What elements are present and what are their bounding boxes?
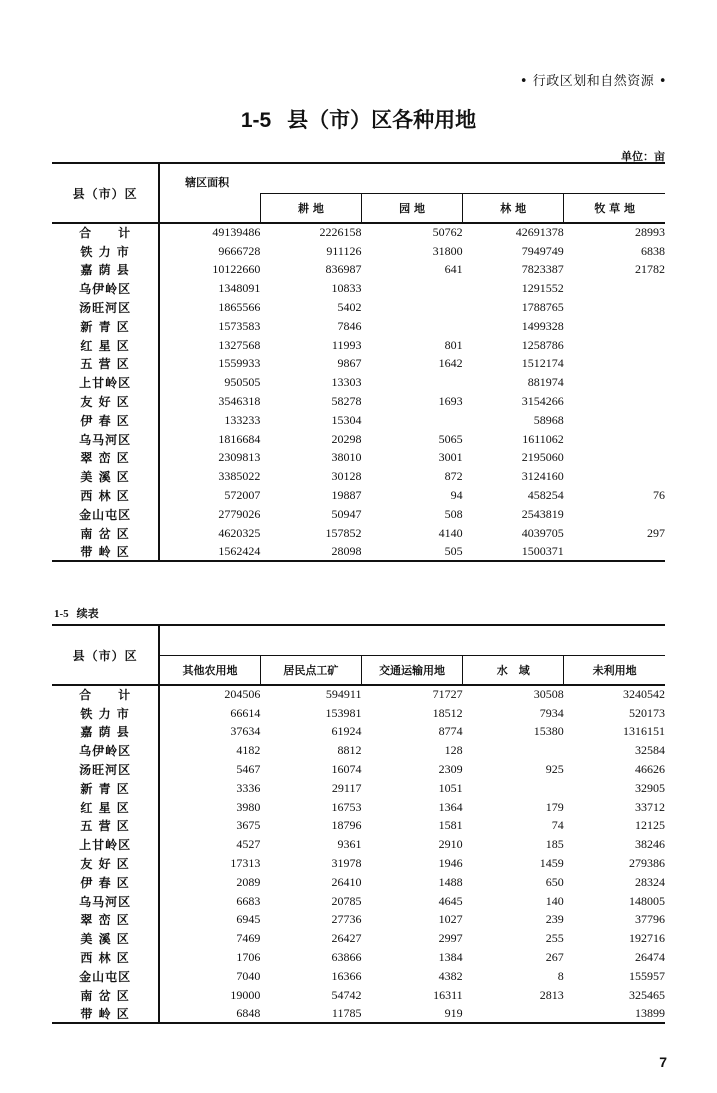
cell-value: 3336 bbox=[236, 780, 261, 795]
cell-value: 1459 bbox=[539, 856, 564, 871]
table-row bbox=[52, 467, 665, 486]
cell-value: 49139486 bbox=[212, 225, 261, 240]
cell-value: 58968 bbox=[533, 412, 564, 427]
table-row bbox=[52, 449, 665, 468]
cell-value: 520173 bbox=[629, 705, 665, 720]
cell-value: 1562424 bbox=[159, 543, 260, 562]
cell-value: 1027 bbox=[438, 912, 463, 927]
column-header: 未利用地 bbox=[564, 655, 665, 685]
table-row bbox=[52, 948, 665, 967]
cell-value: 3240542 bbox=[623, 687, 665, 702]
cell-value bbox=[564, 411, 665, 430]
region-name: 汤旺河区 bbox=[52, 298, 159, 317]
table-row bbox=[52, 967, 665, 986]
cell-value: 66614 bbox=[230, 705, 261, 720]
table-body bbox=[52, 685, 665, 1023]
table-row bbox=[52, 524, 665, 543]
cell-value: 4645 bbox=[438, 893, 463, 908]
cell-value: 872 bbox=[444, 469, 463, 484]
cell-value: 19887 bbox=[331, 488, 362, 503]
cell-value: 9361 bbox=[337, 837, 362, 852]
cell-value: 26427 bbox=[331, 931, 362, 946]
land-use-table-1 bbox=[52, 162, 665, 562]
cell-value: 153981 bbox=[325, 705, 362, 720]
region-name: 五 营 区 bbox=[52, 355, 159, 374]
cell-value: 1581 bbox=[438, 818, 463, 833]
table-row bbox=[52, 486, 665, 505]
table-row bbox=[52, 430, 665, 449]
region-name: 金山屯区 bbox=[52, 967, 159, 986]
cell-value: 19000 bbox=[230, 987, 261, 1002]
cell-value: 18796 bbox=[331, 818, 362, 833]
cell-value: 1316151 bbox=[623, 724, 665, 739]
region-name: 伊 春 区 bbox=[52, 411, 159, 430]
cell-value: 31978 bbox=[331, 856, 362, 871]
cell-value: 1611062 bbox=[522, 431, 564, 446]
region-name: 铁 力 市 bbox=[52, 704, 159, 723]
table-row bbox=[52, 835, 665, 854]
cell-value: 13303 bbox=[331, 375, 362, 390]
column-header: 交通运输用地 bbox=[361, 655, 462, 685]
cell-value: 279386 bbox=[629, 856, 665, 871]
cell-value: 325465 bbox=[629, 987, 665, 1002]
cell-value: 881974 bbox=[527, 375, 564, 390]
region-name: 西 林 区 bbox=[52, 948, 159, 967]
region-name: 友 好 区 bbox=[52, 392, 159, 411]
region-name: 带 岭 区 bbox=[52, 543, 159, 562]
continuation-label bbox=[54, 605, 99, 621]
table-row bbox=[52, 298, 665, 317]
region-name: 红 星 区 bbox=[52, 336, 159, 355]
region-name: 翠 峦 区 bbox=[52, 449, 159, 468]
cell-value: 29117 bbox=[331, 780, 362, 795]
table-row bbox=[52, 317, 665, 336]
cell-value: 650 bbox=[545, 874, 564, 889]
region-name: 金山屯区 bbox=[52, 505, 159, 524]
cell-value: 1499328 bbox=[521, 318, 564, 333]
table-row bbox=[52, 760, 665, 779]
table-row bbox=[52, 373, 665, 392]
cell-value: 54742 bbox=[331, 987, 362, 1002]
cell-value: 63866 bbox=[331, 950, 362, 965]
cell-value: 18512 bbox=[432, 705, 463, 720]
cell-value bbox=[564, 355, 665, 374]
cell-value: 4182 bbox=[236, 743, 261, 758]
cell-value: 5065 bbox=[438, 431, 463, 446]
cell-value bbox=[564, 543, 665, 562]
cell-value: 6848 bbox=[159, 1005, 260, 1024]
cell-value: 15304 bbox=[331, 412, 362, 427]
cell-value: 32584 bbox=[635, 743, 665, 758]
cell-value: 33712 bbox=[635, 799, 665, 814]
cell-value: 8812 bbox=[337, 743, 362, 758]
cell-value: 7469 bbox=[236, 931, 261, 946]
table-row bbox=[52, 723, 665, 742]
cell-value: 7823387 bbox=[521, 262, 564, 277]
cell-value: 30128 bbox=[331, 469, 362, 484]
cell-value: 1512174 bbox=[521, 356, 564, 371]
cell-value: 6945 bbox=[236, 912, 261, 927]
cell-value: 267 bbox=[545, 950, 564, 965]
cell-value bbox=[564, 467, 665, 486]
cell-value: 17313 bbox=[230, 856, 261, 871]
region-name: 友 好 区 bbox=[52, 854, 159, 873]
cell-value: 1573583 bbox=[218, 318, 261, 333]
region-name: 南 岔 区 bbox=[52, 524, 159, 543]
header-span bbox=[260, 163, 665, 193]
table-row bbox=[52, 1005, 665, 1024]
region-name: 乌马河区 bbox=[52, 430, 159, 449]
cell-value bbox=[564, 373, 665, 392]
cell-value: 179 bbox=[545, 799, 564, 814]
table-row bbox=[52, 336, 665, 355]
cell-value: 1348091 bbox=[218, 281, 261, 296]
cell-value: 50762 bbox=[432, 225, 463, 240]
cell-value: 1258786 bbox=[521, 337, 564, 352]
region-name: 美 溪 区 bbox=[52, 929, 159, 948]
region-name: 嘉 荫 县 bbox=[52, 261, 159, 280]
region-name: 新 青 区 bbox=[52, 779, 159, 798]
cell-value: 1693 bbox=[438, 394, 463, 409]
table-row bbox=[52, 854, 665, 873]
cell-value: 9867 bbox=[337, 356, 362, 371]
cell-value: 1642 bbox=[438, 356, 463, 371]
cell-value: 13899 bbox=[564, 1005, 665, 1024]
cell-value: 836987 bbox=[325, 262, 362, 277]
cell-value: 20298 bbox=[331, 431, 362, 446]
cell-value: 32905 bbox=[635, 780, 665, 795]
continuation-number: 1-5 bbox=[54, 608, 69, 620]
cell-value: 37796 bbox=[635, 912, 665, 927]
cell-value: 2226158 bbox=[319, 225, 362, 240]
cell-value: 4140 bbox=[438, 525, 463, 540]
column-header: 园 地 bbox=[361, 193, 462, 223]
cell-value: 3546318 bbox=[218, 394, 261, 409]
cell-value: 204506 bbox=[224, 687, 261, 702]
table-row bbox=[52, 261, 665, 280]
cell-value: 1500371 bbox=[463, 543, 564, 562]
cell-value: 74 bbox=[551, 818, 564, 833]
region-name: 带 岭 区 bbox=[52, 1005, 159, 1024]
cell-value bbox=[361, 298, 462, 317]
cell-value: 27736 bbox=[331, 912, 362, 927]
cell-value: 572007 bbox=[224, 488, 261, 503]
cell-value: 2089 bbox=[236, 874, 261, 889]
cell-value: 7040 bbox=[236, 968, 261, 983]
cell-value: 185 bbox=[545, 837, 564, 852]
table-row bbox=[52, 392, 665, 411]
cell-value bbox=[361, 317, 462, 336]
cell-value: 28324 bbox=[635, 874, 665, 889]
cell-value: 7934 bbox=[539, 705, 564, 720]
page-number: 7 bbox=[659, 1054, 667, 1070]
column-header: 牧 草 地 bbox=[564, 193, 665, 223]
cell-value bbox=[361, 373, 462, 392]
cell-value: 1488 bbox=[438, 874, 463, 889]
table-row bbox=[52, 411, 665, 430]
cell-value bbox=[564, 449, 665, 468]
table-row bbox=[52, 242, 665, 261]
cell-value: 950505 bbox=[224, 375, 261, 390]
column-header: 耕 地 bbox=[260, 193, 361, 223]
cell-value: 10833 bbox=[331, 281, 362, 296]
land-use-table-2 bbox=[52, 624, 665, 1024]
cell-value: 10122660 bbox=[212, 262, 261, 277]
region-name: 汤旺河区 bbox=[52, 760, 159, 779]
running-header: • 行政区划和自然资源 • bbox=[519, 74, 667, 89]
cell-value: 50947 bbox=[331, 506, 362, 521]
region-name: 新 青 区 bbox=[52, 317, 159, 336]
region-name: 合 计 bbox=[52, 223, 159, 242]
table-row bbox=[52, 741, 665, 760]
table-row bbox=[52, 704, 665, 723]
cell-value: 911126 bbox=[326, 243, 362, 258]
cell-value: 3154266 bbox=[521, 394, 564, 409]
region-name: 乌伊岭区 bbox=[52, 279, 159, 298]
row-header: 县（市）区 bbox=[52, 163, 159, 223]
cell-value: 2309813 bbox=[218, 450, 261, 465]
cell-value: 28993 bbox=[635, 225, 665, 240]
cell-value: 1051 bbox=[438, 780, 463, 795]
cell-value: 458254 bbox=[527, 488, 564, 503]
table-row bbox=[52, 892, 665, 911]
unit-label: 单位：亩 bbox=[621, 150, 665, 163]
cell-value: 1559933 bbox=[218, 356, 261, 371]
cell-value: 3385022 bbox=[218, 469, 261, 484]
cell-value: 9666728 bbox=[218, 243, 261, 258]
cell-value: 1706 bbox=[236, 950, 261, 965]
cell-value: 155957 bbox=[629, 968, 665, 983]
cell-value: 2997 bbox=[438, 931, 463, 946]
table-title: 县（市）区各种用地 bbox=[287, 108, 477, 132]
cell-value: 11993 bbox=[331, 337, 362, 352]
cell-value: 192716 bbox=[629, 931, 665, 946]
cell-value: 7949749 bbox=[521, 243, 564, 258]
column-header: 林 地 bbox=[463, 193, 564, 223]
cell-value: 3980 bbox=[236, 799, 261, 814]
cell-value: 4039705 bbox=[521, 525, 564, 540]
cell-value: 140 bbox=[545, 893, 564, 908]
cell-value: 925 bbox=[545, 762, 564, 777]
table-row bbox=[52, 223, 665, 242]
cell-value: 20785 bbox=[331, 893, 362, 908]
cell-value: 508 bbox=[444, 506, 463, 521]
cell-value bbox=[564, 392, 665, 411]
region-name: 乌马河区 bbox=[52, 892, 159, 911]
table-row bbox=[52, 798, 665, 817]
cell-value: 157852 bbox=[325, 525, 362, 540]
cell-value: 1291552 bbox=[521, 281, 564, 296]
cell-value: 46626 bbox=[635, 762, 665, 777]
cell-value: 28098 bbox=[260, 543, 361, 562]
column-header: 其他农用地 bbox=[159, 655, 260, 685]
cell-value: 30508 bbox=[533, 687, 564, 702]
cell-value bbox=[361, 411, 462, 430]
cell-value: 3124160 bbox=[521, 469, 564, 484]
region-name: 西 林 区 bbox=[52, 486, 159, 505]
cell-value: 21782 bbox=[635, 262, 665, 277]
cell-value: 1816684 bbox=[218, 431, 261, 446]
cell-value bbox=[564, 279, 665, 298]
cell-value: 7846 bbox=[337, 318, 362, 333]
cell-value: 239 bbox=[545, 912, 564, 927]
region-name: 红 星 区 bbox=[52, 798, 159, 817]
cell-value: 3675 bbox=[236, 818, 261, 833]
cell-value: 76 bbox=[653, 488, 665, 503]
cell-value: 4527 bbox=[236, 837, 261, 852]
region-name: 上甘岭区 bbox=[52, 373, 159, 392]
table-row bbox=[52, 355, 665, 374]
cell-value: 297 bbox=[647, 525, 665, 540]
region-name: 合 计 bbox=[52, 685, 159, 704]
cell-value: 37634 bbox=[230, 724, 261, 739]
cell-value: 1364 bbox=[438, 799, 463, 814]
cell-value bbox=[361, 279, 462, 298]
cell-value: 26474 bbox=[635, 950, 665, 965]
region-name: 五 营 区 bbox=[52, 817, 159, 836]
cell-value bbox=[564, 298, 665, 317]
cell-value: 128 bbox=[444, 743, 463, 758]
cell-value: 801 bbox=[444, 337, 463, 352]
page-title bbox=[0, 104, 717, 134]
cell-value: 42691378 bbox=[515, 225, 564, 240]
cell-value: 16366 bbox=[331, 968, 362, 983]
cell-value: 11785 bbox=[260, 1005, 361, 1024]
table-row bbox=[52, 779, 665, 798]
cell-value bbox=[564, 430, 665, 449]
table-row bbox=[52, 279, 665, 298]
table-row bbox=[52, 817, 665, 836]
cell-value: 919 bbox=[361, 1005, 462, 1024]
cell-value: 3001 bbox=[438, 450, 463, 465]
cell-value: 12125 bbox=[635, 818, 665, 833]
continuation-text: 续表 bbox=[76, 607, 99, 620]
cell-value: 255 bbox=[545, 931, 564, 946]
cell-value: 594911 bbox=[325, 687, 362, 702]
region-name: 美 溪 区 bbox=[52, 467, 159, 486]
region-name: 翠 峦 区 bbox=[52, 911, 159, 930]
cell-value bbox=[463, 1005, 564, 1024]
cell-value bbox=[564, 317, 665, 336]
cell-value: 2779026 bbox=[218, 506, 261, 521]
cell-value bbox=[463, 779, 564, 798]
region-name: 嘉 荫 县 bbox=[52, 723, 159, 742]
table-row bbox=[52, 986, 665, 1005]
table-row bbox=[52, 505, 665, 524]
cell-value: 2543819 bbox=[521, 506, 564, 521]
cell-value: 31800 bbox=[432, 243, 463, 258]
cell-value: 505 bbox=[361, 543, 462, 562]
cell-value: 148005 bbox=[629, 893, 665, 908]
table-row bbox=[52, 543, 665, 562]
cell-value: 1865566 bbox=[218, 300, 261, 315]
table-row bbox=[52, 911, 665, 930]
cell-value: 5402 bbox=[337, 300, 362, 315]
cell-value: 2910 bbox=[438, 837, 463, 852]
cell-value: 38010 bbox=[331, 450, 362, 465]
cell-value: 2813 bbox=[539, 987, 564, 1002]
cell-value: 16311 bbox=[433, 987, 463, 1002]
column-header: 辖区面积 bbox=[159, 163, 260, 223]
table-row bbox=[52, 685, 665, 704]
cell-value bbox=[463, 741, 564, 760]
cell-value: 26410 bbox=[331, 874, 362, 889]
cell-value: 16074 bbox=[331, 762, 362, 777]
cell-value: 641 bbox=[444, 262, 463, 277]
table-row bbox=[52, 873, 665, 892]
cell-value: 94 bbox=[450, 488, 463, 503]
cell-value: 15380 bbox=[533, 724, 564, 739]
region-name: 铁 力 市 bbox=[52, 242, 159, 261]
region-name: 上甘岭区 bbox=[52, 835, 159, 854]
cell-value: 1788765 bbox=[521, 300, 564, 315]
table-body bbox=[52, 223, 665, 561]
cell-value: 8 bbox=[557, 968, 564, 983]
cell-value: 6683 bbox=[236, 893, 261, 908]
cell-value bbox=[564, 336, 665, 355]
cell-value: 1946 bbox=[438, 856, 463, 871]
column-header: 水 域 bbox=[463, 655, 564, 685]
region-name: 伊 春 区 bbox=[52, 873, 159, 892]
header-span bbox=[159, 625, 665, 655]
cell-value: 1384 bbox=[438, 950, 463, 965]
cell-value: 4382 bbox=[438, 968, 463, 983]
region-name: 乌伊岭区 bbox=[52, 741, 159, 760]
table-row bbox=[52, 929, 665, 948]
cell-value: 2309 bbox=[438, 762, 463, 777]
table-number: 1-5 bbox=[240, 109, 272, 132]
cell-value: 71727 bbox=[432, 687, 463, 702]
cell-value: 16753 bbox=[331, 799, 362, 814]
cell-value: 6838 bbox=[641, 243, 665, 258]
cell-value: 8774 bbox=[438, 724, 463, 739]
column-header: 居民点工矿 bbox=[260, 655, 361, 685]
cell-value: 5467 bbox=[236, 762, 261, 777]
cell-value: 4620325 bbox=[218, 525, 261, 540]
cell-value: 1327568 bbox=[218, 337, 261, 352]
cell-value: 58278 bbox=[331, 394, 362, 409]
cell-value: 2195060 bbox=[521, 450, 564, 465]
cell-value bbox=[564, 505, 665, 524]
region-name: 南 岔 区 bbox=[52, 986, 159, 1005]
cell-value: 133233 bbox=[224, 412, 261, 427]
cell-value: 38246 bbox=[635, 837, 665, 852]
row-header: 县（市）区 bbox=[52, 625, 159, 685]
cell-value: 61924 bbox=[331, 724, 362, 739]
